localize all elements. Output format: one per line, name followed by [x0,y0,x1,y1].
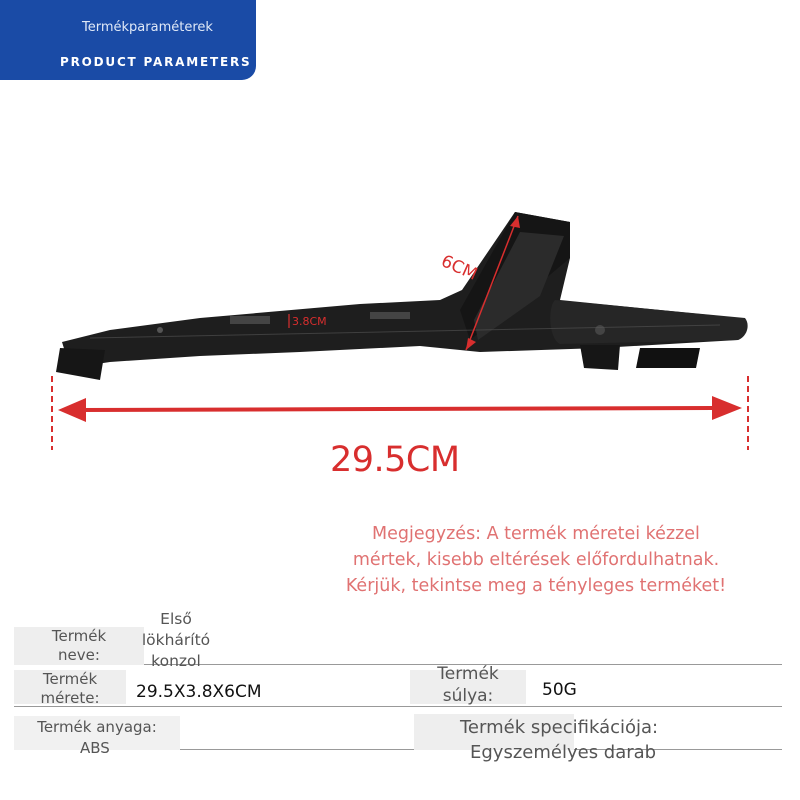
material-value: ABS [80,739,110,757]
width-dimension [289,314,327,328]
length-label: 29.5CM [330,440,460,480]
note-line-3: Kérjük, tekintse meg a tényleges terméket! [345,576,727,596]
name-label: Termék neve: [14,627,144,665]
spec-value: Egyszemélyes darab [470,742,657,763]
weight-value: 50G [542,680,577,700]
size-label: Termék mérete: [14,670,126,704]
length-dimension [52,376,748,450]
width-label: 3.8CM [292,315,327,328]
row-divider [14,706,782,707]
height-label: 6CM [437,251,481,285]
size-value: 29.5X3.8X6CM [136,682,262,702]
header-title: Termékparaméterek [82,20,213,35]
measurement-note [296,521,776,599]
note-line-2: mértek, kisebb eltérések előfordulhatnak. [352,550,720,570]
material-label: Termék anyaga: [14,716,180,750]
note-line-1: Megjegyzés: A termék méretei kézzel [372,524,700,544]
spec-label: Termék specifikációja: [460,717,659,738]
header-subtitle: PRODUCT PARAMETERS [60,55,252,69]
weight-label: Termék súlya: [410,670,526,704]
bracket-illustration [56,212,748,380]
name-value: Első lökhárító konzol [141,610,211,670]
